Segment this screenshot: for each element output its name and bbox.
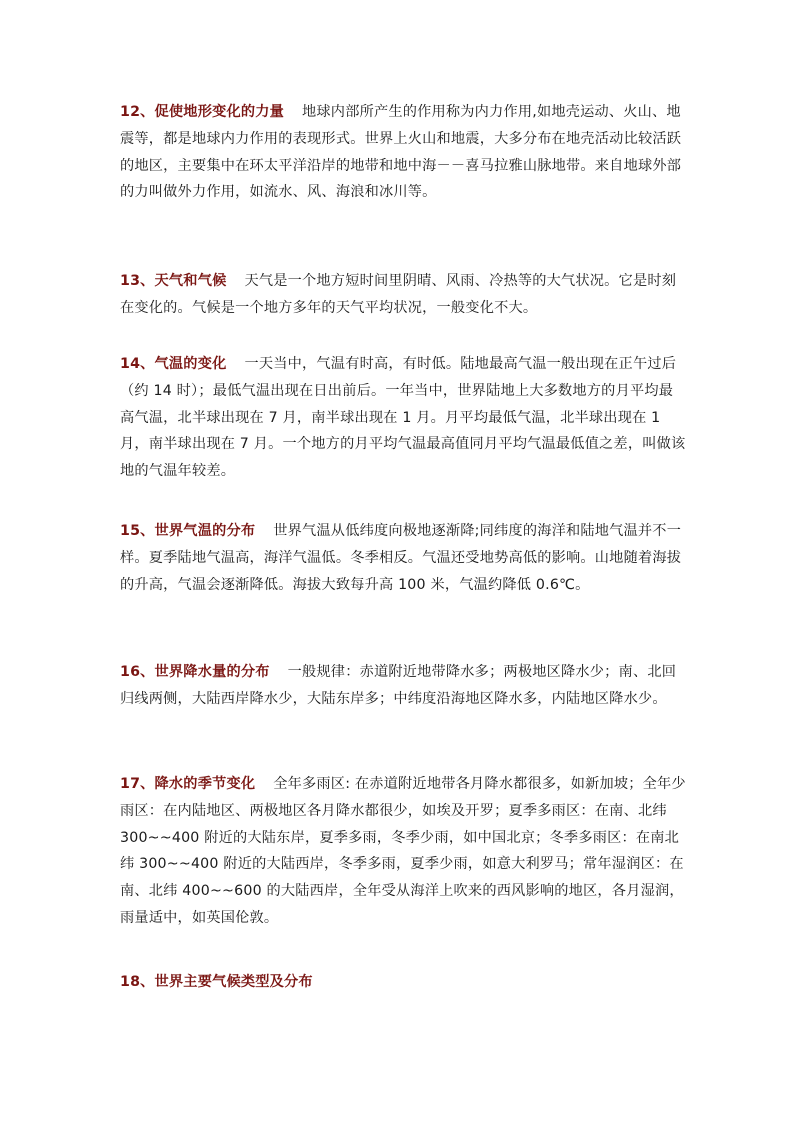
section-16	[120, 659, 686, 713]
section-body: 地球内部所产生的作用称为内力作用,如地壳运动、火山、地震等，都是地球内力作用的表现形式。世界上火山和地震，大多分布在地壳活动比较活跃的地区，主要集中在环太平洋沿岸的地带和地中海－－喜马拉雅山脉地带。来自地球外部的力叫做外力作用，如流水、风、海浪和冰川等。	[120, 104, 682, 201]
section-heading: 18、世界主要气候类型及分布	[120, 974, 313, 990]
section-body: 一天当中，气温有时高，有时低。陆地最高气温一般出现在正午过后（约 14 时）；最低气温出现在日出前后。一年当中，世界陆地上大多数地方的月平均最高气温，北半球出现在 7 月，南半球出现在 1 月。月平均最低气温，北半球出现在 1 月，南半球出现在 7 月。一个地方的月平均气温最高值同月平均气温最低值之差，叫做该地的气温年较差。	[120, 356, 686, 480]
section-body: 天气是一个地方短时间里阴晴、风雨、冷热等的大气状况。它是时刻在变化的。气候是一个地方多年的天气平均状况，一般变化不大。	[120, 273, 677, 316]
section-body: 一般规律：赤道附近地带降水多；两极地区降水少；南、北回归线两侧，大陆西岸降水少，大陆东岸多；中纬度沿海地区降水多，内陆地区降水少。	[120, 664, 677, 707]
section-heading: 14、气温的变化	[120, 356, 227, 372]
section-12	[120, 99, 686, 206]
section-body: 全年多雨区: 在赤道附近地带各月降水都很多，如新加坡；全年少雨区：在内陆地区、两极地区各月降水都很少，如埃及开罗；夏季多雨区：在南、北纬 300~~400 附近的大陆东岸，夏季多雨，冬季少雨，如中国北京；冬季多雨区：在南北纬 300~~400 附近的大陆西岸，冬季多雨，夏季少雨，如意大利罗马；常年湿润区：在南、北纬 400~~600 的大陆西岸，全年受从海洋上吹来的西风影响的地区，各月湿润，雨量适中，如英国伦敦。	[120, 776, 686, 926]
section-heading: 12、促使地形变化的力量	[120, 104, 285, 120]
section-heading: 16、世界降水量的分布	[120, 664, 270, 680]
section-15	[120, 518, 686, 598]
section-body: 世界气温从低纬度向极地逐渐降;同纬度的海洋和陆地气温并不一样。夏季陆地气温高，海洋气温低。冬季相反。气温还受地势高低的影响。山地随着海拔的升高，气温会逐渐降低。海拔大致每升高 100 米，气温约降低 0.6℃。	[120, 523, 682, 593]
section-13	[120, 268, 686, 322]
section-heading: 17、降水的季节变化	[120, 776, 256, 792]
section-17	[120, 771, 686, 932]
section-14	[120, 351, 686, 485]
section-18	[120, 969, 686, 996]
section-heading: 15、世界气温的分布	[120, 523, 256, 539]
section-heading: 13、天气和气候	[120, 273, 227, 289]
